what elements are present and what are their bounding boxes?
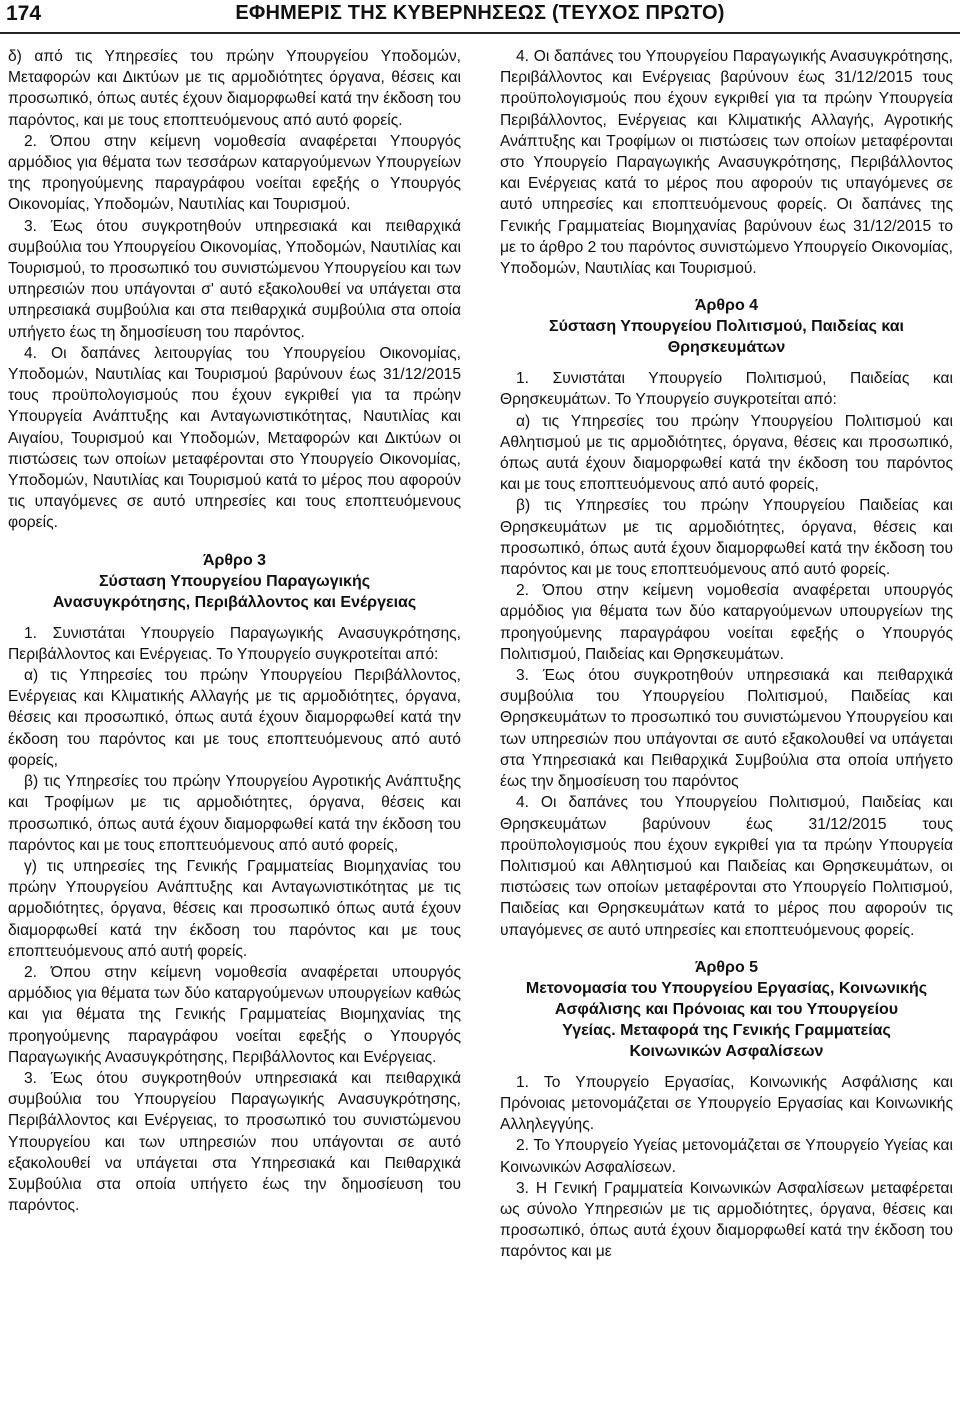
article-5-heading (500, 957, 953, 1062)
paragraph: γ) τις υπηρεσίες της Γενικής Γραμματείας Βιομηχανίας του πρώην Υπουργείου Ανάπτυξης και Ανταγωνιστικότητας με τις αρμοδιότητες, όργανα, θέσεις και προσωπικό όπως αυτά έχουν διαμορφωθεί κατά την έκδοση του παρόντος και με τους εποπτευόμενους από αυτή φορείς. (8, 857, 461, 960)
paragraph: 3. Έως ότου συγκροτηθούν υπηρεσιακά και πειθαρχικά συμβούλια του Υπουργείου Παραγωγικής Ανασυγκρότησης, Περιβάλλοντος και Ενέργειας, το προσωπικό του συνιστώμενου Υπουργείου και των υπηρεσιών που υπάγονται σε αυτό εξακολουθεί να υπάγεται στα Υπηρεσιακά και Πειθαρχικά Συμβούλια στα οποία υπήγετο έως την δημοσίευση του παρόντος. (8, 1069, 461, 1215)
article-title-line: Ασφάλισης και Πρόνοιας και του Υπουργείου (554, 1000, 899, 1018)
paragraph: β) τις Υπηρεσίες του πρώην Υπουργείου Αγροτικής Ανάπτυξης και Τροφίμων με τις αρμοδιότητες, όργανα, θέσεις και προσωπικό, όπως αυτά έχουν διαμορφωθεί κατά την έκδοση του παρόντος και με τους εποπτευόμενους από αυτό φορείς, (8, 773, 461, 854)
paragraph: 1. Συνιστάται Υπουργείο Παραγωγικής Ανασυγκρότησης, Περιβάλλοντος και Ενέργειας. Το Υπουργείο συγκροτείται από: (8, 624, 461, 663)
article-label: Άρθρο 5 (694, 958, 759, 976)
article-title-line: Υγείας. Μεταφορά της Γενικής Γραμματείας (562, 1021, 891, 1039)
paragraph: 3. Έως ότου συγκροτηθούν υπηρεσιακά και πειθαρχικά συμβούλια του Υπουργείου Πολιτισμού, Παιδείας και Θρησκευμάτων το προσωπικό του συνιστώμενου Υπουργείου και των υπηρεσιών που υπάγονται σε αυτό εξακολουθεί να υπάγεται στα Υπηρεσιακά και Πειθαρχικά Συμβούλια στα οποία υπήγετο έως την δημοσίευση του παρόντος (500, 667, 953, 791)
paragraph: α) τις Υπηρεσίες του πρώην Υπουργείου Πολιτισμού και Αθλητισμού με τις αρμοδιότητες, όργανα, θέσεις και προσωπικό, όπως αυτά έχουν διαμορφωθεί κατά την έκδοση του παρόντος και με τους εποπτευόμενους από αυτό φορείς, (500, 412, 953, 494)
paragraph: 4. Οι δαπάνες του Υπουργείου Παραγωγικής Ανασυγκρότησης, Περιβάλλοντος και Ενέργειας βαρύνουν έως 31/12/2015 τους προϋπολογισμούς που έχουν εγκριθεί για τα πρώην Υπουργεία Περιβάλλοντος, Ενέργειας και Κλιματικής Αλλαγής, Αγροτικής Ανάπτυξης και Τροφίμων οι πιστώσεις των οποίων μεταφέρονται στο Υπουργείο Παραγωγικής Ανασυγκρότησης, Περιβάλλοντος και Ενέργειας κατά το μέρος που αφορούν τις υπαγόμενες σε αυτό υπηρεσίες και εποπτευόμενους φορείς. Οι δαπάνες της Γενικής Γραμματείας Βιομηχανίας βαρύνουν έως 31/12/2015 το με το άρθρο 2 του παρόντος συνιστώμενο Υπουργείο Οικονομίας, Υποδομών, Ναυτιλίας και Τουρισμού. (500, 48, 953, 278)
paragraph: δ) από τις Υπηρεσίες του πρώην Υπουργείου Υποδομών, Μεταφορών και Δικτύων με τις αρμοδιότητες όργανα, θέσεις και προσωπικό, όπως αυτές έχουν διαμορφωθεί κατά την έκδοση του παρόντος, και με τους εποπτευόμενους από αυτό φορείς. (8, 48, 461, 129)
paragraph: 1. Το Υπουργείο Εργασίας, Κοινωνικής Ασφάλισης και Πρόνοιας μετονομάζεται σε Υπουργείο Εργασίας και Κοινωνικής Αλληλεγγύης. (500, 1073, 953, 1134)
paragraph: 3. Έως ότου συγκροτηθούν υπηρεσιακά και πειθαρχικά συμβούλια του Υπουργείου Οικονομίας, Υποδομών, Ναυτιλίας και Τουρισμού, το προσωπικό του συνιστώμενου Υπουργείου και των υπηρεσιών που υπάγονται σ' αυτό εξακολουθεί να υπάγεται στα υπηρεσιακά συμβούλια και στα πειθαρχικά συμβούλια στα οποία υπήγετο έως τη δημοσίευση του παρόντος. (8, 217, 461, 341)
article-title-line: Μετονομασία του Υπουργείου Εργασίας, Κοινωνικής (525, 979, 928, 997)
gazette-title: ΕΦΗΜΕΡΙΣ ΤΗΣ ΚΥΒΕΡΝΗΣΕΩΣ (ΤΕΥΧΟΣ ΠΡΩΤΟ) (235, 2, 725, 24)
paragraph: 2. Όπου στην κείμενη νομοθεσία αναφέρεται υπουργός αρμόδιος για θέματα των δύο καταργούμενων υπουργείων καθώς και για θέματα της Γενικής Γραμματείας Βιομηχανίας της προηγούμενης παραγράφου νοείται εφεξής ο Υπουργός Παραγωγικής Ανασυγκρότησης, Περιβάλλοντος και Ενέργειας. (8, 963, 461, 1066)
paragraph: 2. Όπου στην κείμενη νομοθεσία αναφέρεται υπουργός αρμόδιος για θέματα των δύο καταργούμενων υπουργείων της προηγούμενης παραγράφου νοείται εφεξής ο Υπουργός Πολιτισμού, Παιδείας και Θρησκευμάτων. (500, 582, 953, 663)
article-title-line: Σύσταση Υπουργείου Παραγωγικής (98, 572, 371, 590)
article-title-line: Σύσταση Υπουργείου Πολιτισμού, Παιδείας και (548, 318, 904, 336)
left-column (8, 46, 461, 1216)
article-title-line: Ανασυγκρότησης, Περιβάλλοντος και Ενέργειας (52, 593, 417, 611)
article-label: Άρθρο 4 (694, 297, 759, 315)
paragraph: 2. Το Υπουργείο Υγείας μετονομάζεται σε Υπουργείο Υγείας και Κοινωνικών Ασφαλίσεων. (500, 1137, 953, 1176)
paragraph: α) τις Υπηρεσίες του πρώην Υπουργείου Περιβάλλοντος, Ενέργειας και Κλιματικής Αλλαγής με τις αρμοδιότητες, όργανα, θέσεις και προσωπικό, όπως αυτά έχουν διαμορφωθεί κατά την έκδοση του παρόντος και με τους εποπτευόμενους από αυτό φορείς, (8, 667, 461, 769)
article-title-line: Κοινωνικών Ασφαλίσεων (629, 1042, 824, 1060)
paragraph: 4. Οι δαπάνες του Υπουργείου Πολιτισμού, Παιδείας και Θρησκευμάτων βαρύνουν έως 31/12/2015 τους προϋπολογισμούς που έχουν εγκριθεί για τα πρώην Υπουργεία Πολιτισμού και Αθλητισμού και Παιδείας και Θρησκευμάτων, οι πιστώσεις των οποίων μεταφέρονται στο Υπουργείο Πολιτισμού, Παιδείας και Θρησκευμάτων κατά το μέρος που αφορούν τις υπαγόμενες σε αυτό υπηρεσίες και εποπτευόμενους φορείς. (500, 794, 953, 939)
paragraph: 3. Η Γενική Γραμματεία Κοινωνικών Ασφαλίσεων μεταφέρεται ως σύνολο Υπηρεσιών με τις αρμοδιότητες, όργανα, θέσεις και προσωπικό, όπως αυτά έχουν διαμορφωθεί κατά την έκδοση του παρόντος και με (500, 1179, 953, 1261)
article-3-heading (8, 550, 461, 613)
paragraph: 1. Συνιστάται Υπουργείο Πολιτισμού, Παιδείας και Θρησκευμάτων. Το Υπουργείο συγκροτείται από: (500, 370, 953, 409)
paragraph: 2. Όπου στην κείμενη νομοθεσία αναφέρεται Υπουργός αρμόδιος για θέματα των τεσσάρων καταργούμενων Υπουργείων της προηγούμενης παραγράφου νοείται εφεξής ο Υπουργός Οικονομίας, Υποδομών, Ναυτιλίας και Τουρισμού. (8, 132, 461, 214)
paragraph: 4. Οι δαπάνες λειτουργίας του Υπουργείου Οικονομίας, Υποδομών, Ναυτιλίας και Τουρισμού βαρύνουν έως 31/12/2015 τους προϋπολογισμούς που έχουν εγκριθεί για τα πρώην Υπουργεία Ανάπτυξης και Ανταγωνιστικότητας, Ναυτιλίας και Αιγαίου, Τουρισμού και Υποδομών, Μεταφορών και Δικτύων οι πιστώσεις των οποίων μεταφέρονται στο Υπουργείο Οικονομίας, Υποδομών, Ναυτιλίας και Τουρισμού κατά το μέρος που αφορούν τις υπαγόμενες σε αυτό υπηρεσίες και τους εποπτευόμενους φορείς. (8, 344, 461, 532)
article-label: Άρθρο 3 (202, 551, 267, 569)
article-4-heading (500, 295, 953, 358)
paragraph: β) τις Υπηρεσίες του πρώην Υπουργείου Παιδείας και Θρησκευμάτων με τις αρμοδιότητες, όργανα, θέσεις και προσωπικό, όπως αυτά έχουν διαμορφωθεί κατά την έκδοση του παρόντος και με τους εποπτευόμενους από αυτό φορείς. (500, 497, 953, 579)
page-number: 174 (6, 2, 42, 25)
page-header (0, 0, 960, 30)
right-column (500, 46, 953, 1263)
header-rule (0, 32, 960, 34)
article-title-line: Θρησκευμάτων (667, 339, 786, 357)
